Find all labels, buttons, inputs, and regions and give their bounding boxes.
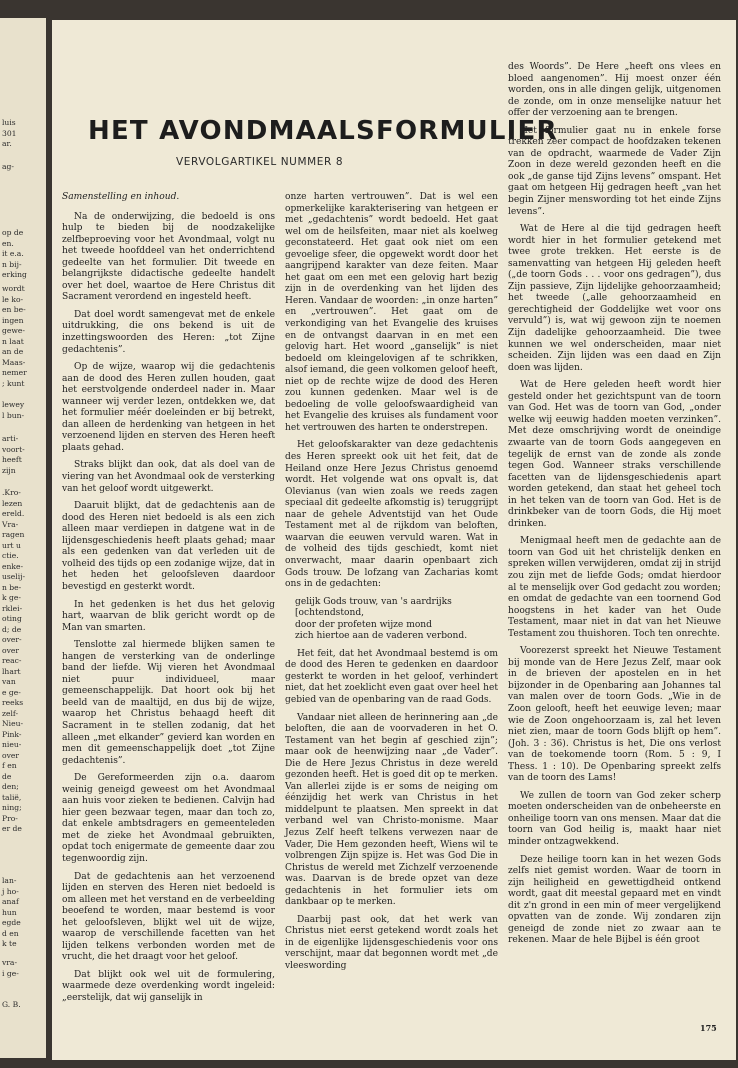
prev-page-fragment: den; <box>2 782 19 791</box>
prev-page-fragment: ag- <box>2 162 14 171</box>
prev-page-fragment: urt u <box>2 540 21 550</box>
prev-page-fragment: over <box>2 750 19 760</box>
prev-page-fragment: oting <box>2 614 22 623</box>
paragraph: Vandaar niet alleen de herinnering aan „de beloften, die aan de voorvaderen in het O. Testament van het begin af geschied zijn”; maar ook de heenwijzing naar „de Vader”. Die de Here Jezus Christus in deze wereld gezonden heeft. Het is goed dit op te merken. Van allerlei zijde is er soms de neiging om éénzijdig het werk van Christus in het middelpunt te plaatsen. Men spreekt in dat verband wel van Christo-monisme. Maar Jezus Zelf heeft telkens verwezen naar de Vader, Die Hem gezonden heeft, Wiens wil te volbrengen Zijn spijze is. Het was God Die in Christus de wereld met Zichzelf verzoenende was. Daarvan is de brede opzet van deze gedachtenis in het formulier iets om dankbaar op te merken. <box>285 712 498 908</box>
prev-page-fragment: zelf- <box>2 708 19 718</box>
prev-page-fragment: n laat <box>2 336 24 346</box>
prev-page-fragment: Pink- <box>2 729 22 739</box>
paragraph: Daarbij past ook, dat het werk van Christus niet eerst getekend wordt zoals het in de eigenlijke lijdensgeschiedenis voor ons verschijnt, maar dat begonnen wordt met „de vleeswording <box>285 914 498 971</box>
prev-page-fragment: ingen <box>2 315 24 325</box>
prev-page-fragment: uselij- <box>2 572 26 581</box>
paragraph: Daaruit blijkt, dat de gedachtenis aan de dood des Heren niet bedoeld is als een zich alleen maar verdiepen in datgene wat in de lijdensgeschiedenis heeft plaats gehad; maar als een gedenken van dat verleden uit de volheid des tijds op een zodanige wijze, dat in het heden het geloofsleven daardoor bevestigd en gesterkt wordt. <box>62 501 275 592</box>
paragraph: Dat de gedachtenis aan het verzoenend lijden en sterven des Heren niet bedoeld is om alleen met het verstand en de verbeelding beoefend te worden, maar bestemd is voor het geloofsleven, blijkt wel uit de wijze, waarop de verschillende facetten van het lijden telkens verbonden worden met de vrucht, die het draagt voor het geloof. <box>62 871 275 963</box>
prev-page-fragment: egde <box>2 918 21 927</box>
prev-page-fragment: hun <box>2 907 17 917</box>
section-heading: Samenstelling en inhoud. <box>62 192 180 202</box>
paragraph: Na de onderwijzing, die bedoeld is ons hulp te bieden bij de noodzakelijke zelfbeproeving voor het Avondmaal, volgt nu het tweede hoofddeel van het onderrichtend gedeelte van het formulier. Dit tweede en belangrijkste didactische gedeelte handelt over het doel, waartoe de Here Christus dit Sacrament verordend en ingesteld heeft. <box>62 211 275 303</box>
prev-page-fragment: Vra- <box>2 519 19 529</box>
column-right <box>508 62 721 953</box>
page-title: HET AVONDMAALSFORMULIER <box>88 116 558 146</box>
page-subtitle: VERVOLGARTIKEL NUMMER 8 <box>176 156 344 168</box>
prev-page-fragment: heeft <box>2 455 22 464</box>
verse-quote <box>295 597 498 643</box>
paragraph: De Gereformeerden zijn o.a. daarom weinig geneigd geweest om het Avondmaal aan huis voor zieken te bedienen. Calvijn had hier geen bezwaar tegen, maar dan toch zo, dat enkele ambtsdragers en gemeenteleden met de zieke het Avondmaal gebruikten, opdat toch enigermate de gemeente daar zou tegenwoordig zijn. <box>62 773 275 864</box>
prev-page-fragment: over- <box>2 635 22 644</box>
verse-line: zich hiertoe aan de vaderen verbond. <box>295 631 468 642</box>
prev-page-fragment: nieu- <box>2 740 22 749</box>
prev-page-fragment: talië, <box>2 792 22 802</box>
prev-page-fragment: lewey <box>2 400 25 409</box>
prev-page-fragment: en. <box>2 238 14 248</box>
paragraph: onze harten vertrouwen”. Dat is wel een opmerkelijke karakterisering van hetgeen er met „gedachtenis” wordt bedoeld. Het gaat wel om de heilsfeiten, maar niet als koelweg geconstateerd. Het gaat ook niet om een gevoelige sfeer, die opgewekt wordt door het aangrijpend karakter van deze feiten. Maar het gaat om een met een gelovig hart bezig zijn in de overdenking van het lijden des Heren. Vandaar de woorden: „in onze harten” en „vertrouwen”. Het gaat om de verkondiging van het Evangelie des kruises en de ontvangst daarvan in en met een gelovig hart. Het woord „ganselijk” is niet bedoeld om kleingelovigen af te schrikken, alsof iemand, die geen volkomen geloof heeft, niet op de rechte wijze de dood des Heren zou kunnen gedenken. Maar wel is de bedoeling de volle geloofswaardigheid van het Evangelie des kruises als fundament voor het vertrouwen des harten te onderstrepen. <box>285 192 498 433</box>
prev-page-fragment: d; de <box>2 624 22 634</box>
prev-page-fragment: reac- <box>2 656 22 665</box>
paragraph: Menigmaal heeft men de gedachte aan de toorn van God uit het christelijk denken en spreken willen verwijderen, omdat zij in strijd zou zijn met de liefde Gods; omdat hierdoor al te menselijk over God gedacht zou worden; en omdat de gedachte van een toornend God hoogstens in het kader van het Oude Testament, maar niet in dat van het Nieuwe Testament zou thuishoren. Toch ten onrechte. <box>508 536 721 639</box>
prev-page-fragment: rklei- <box>2 603 23 613</box>
prev-page-fragment: n be- <box>2 582 22 592</box>
prev-page-fragment: luis <box>2 118 16 127</box>
prev-page-fragment: Pro- <box>2 813 18 823</box>
prev-page-fragment: Maas- <box>2 357 26 367</box>
prev-page-fragment: l bun- <box>2 410 25 420</box>
prev-page-fragment: an de <box>2 347 24 356</box>
paragraph: Het formulier gaat nu in enkele forse trekken zeer compact de hoofdzaken tekenen van de opdracht, waarmede de Vader Zijn Zoon in deze wereld gezonden heeft en die ook „de ganse tijd Zijns levens” omspant. Het gaat om hetgeen Hij gedragen heeft „van het begin Zijner menswording tot het einde Zijns levens”. <box>508 125 721 217</box>
paragraph: Wat de Here al die tijd gedragen heeft wordt hier in het formulier getekend met twee grote trekken. Het eerste is de samenvatting van hetgeen Hij geleden heeft („de toorn Gods . . . voor ons gedragen”), dus Zijn passieve, Zijn lijdelijke gehoorzaamheid; het tweede („alle gehoorzaamheid en gerechtigheid der Goddelijke wet voor ons vervuld”) is, wat wij gewoon zijn te noemen Zijn dadelijke gehoorzaamheid. Die twee kunnen we wel onderscheiden, maar niet scheiden. Zijn lijden was een daad en Zijn doen was lijden. <box>508 224 721 373</box>
prev-page-fragment: lhart <box>2 666 21 676</box>
prev-page-fragment: erking <box>2 270 27 279</box>
prev-page-fragment: le ko- <box>2 294 24 304</box>
paragraph: Voorezerst spreekt het Nieuwe Testament bij monde van de Here Jezus Zelf, maar ook in de brieven der apostelen en in het bijzonder in de Openbaring aan Johannes tal van malen over de toorn Gods. „Wie in de Zoon gelooft, heeft het eeuwige leven; maar wie de Zoon ongehoorzaam is, zal het leven niet zien, maar de toorn Gods blijft op hem”. (Joh. 3 : 36). Christus is het, Die ons verlost van de toekomende toorn (Rom. 5 : 9, I Thess. 1 : 10). De Openbaring spreekt zelfs van de toorn des Lams! <box>508 646 721 784</box>
prev-page-fragment: en be- <box>2 305 26 314</box>
prev-page-fragment: anaf <box>2 897 19 906</box>
prev-page-fragment: ragen <box>2 530 25 539</box>
prev-page-fragment: lan- <box>2 876 17 885</box>
column-middle <box>285 192 498 979</box>
prev-page-fragment: ctie. <box>2 551 19 560</box>
paragraph: Het geloofskarakter van deze gedachtenis des Heren spreekt ook uit het feit, dat de Heiland onze Here Jezus Christus genoemd wordt. Het volgende wat ons opvalt is, dat Olevianus (van wien zoals we reeds zagen speciaal dit gedeelte afkomstig is) teruggrijpt naar de gehele Adventstijd van het Oude Testament met al de rijkdom van beloften, waarvan die eeuwen vervuld waren. Wat in de volheid des tijds geschiedt, komt niet onverwacht, maar daarin openbaart zich Gods trouw. De lofzang van Zacharias komt ons in de gedachten: <box>285 440 498 590</box>
prev-page-fragment: ar. <box>2 139 12 148</box>
prev-page-fragment: k te <box>2 939 17 948</box>
prev-page-fragment: ning; <box>2 803 22 812</box>
prev-page-fragment: i ge- <box>2 968 19 978</box>
prev-page-fragment: n bij- <box>2 259 22 269</box>
prev-page-fragment: er de <box>2 824 22 833</box>
paragraph: Deze heilige toorn kan in het wezen Gods zelfs niet gemist worden. Waar de toorn in zijn heiligheid en gewettigdheid ontkend wordt, gaat dit meestal gepaard met en vindt dit z'n grond in een min of meer vergelijkend opvatten van de zonde. Wij zondaren zijn geneigd de zonde niet zo zwaar aan te rekenen. Maar de hele Bijbel is één groot <box>508 854 721 946</box>
paragraph: In het gedenken is het dus het gelovig hart, waarvan de blik gericht wordt op de Man van smarten. <box>62 599 275 633</box>
prev-page-fragment: vra- <box>2 958 18 967</box>
prev-page-fragment: wordt <box>2 284 25 293</box>
prev-page-fragment: e ge- <box>2 687 21 697</box>
article-page <box>52 20 736 1060</box>
prev-page-fragment: enke- <box>2 561 24 571</box>
column-left <box>62 192 275 1011</box>
verse-line: gelijk Gods trouw, van 's aardrijks [ochtendstond, <box>295 596 452 619</box>
paragraph: des Woords”. De Here „heeft ons vlees en bloed aangenomen”. Hij moest onzer één worden, ons in alle dingen gelijk, uitgenomen de zonde, om in onze menselijke natuur het offer der verzoening aan te brengen. <box>508 62 721 119</box>
prev-page-fragment: f en <box>2 761 17 770</box>
prev-page-fragment: G. B. <box>2 1000 21 1009</box>
prev-page-fragment: voort- <box>2 444 25 454</box>
prev-page-fragment: Nieu- <box>2 719 24 728</box>
prev-page-fragment: .Kro- <box>2 488 21 497</box>
paragraph: Op de wijze, waarop wij die gedachtenis aan de dood des Heren zullen houden, gaat het eerstvolgende onderdeel nader in. Maar wanneer wij verder lezen, ontdekken we, dat het formulier méér doeleinden er bij betrekt, dan alleen de herdenking van hetgeen in het verzoenend lijden en sterven des Heren heeft plaats gehad. <box>62 362 275 453</box>
prev-page-fragment: nemer <box>2 368 27 377</box>
prev-page-fragment: de <box>2 771 12 781</box>
paragraph: Het feit, dat het Avondmaal bestemd is om de dood des Heren te gedenken en daardoor gesterkt te worden in het geloof, verhindert niet, dat het zoeklicht even gaat over heel het gebied van de openbaring van de raad Gods. <box>285 648 498 705</box>
prev-page-fragment: over <box>2 645 19 655</box>
prev-page-fragment: zijn <box>2 465 16 475</box>
prev-page-fragment: ereld. <box>2 509 25 518</box>
prev-page-fragment: arti- <box>2 434 19 443</box>
prev-page-fragment: van <box>2 677 16 686</box>
prev-page-fragment: it e.a. <box>2 249 24 258</box>
page-number: 175 <box>700 1023 717 1033</box>
paragraph: Dat blijkt ook wel uit de formulering, waarmede deze overdenking wordt ingeleid: „eerstelijk, dat wij ganselijk in <box>62 969 275 1003</box>
paragraph: Dat doel wordt samengevat met de enkele uitdrukking, die ons bekend is uit de inzettingswoorden des Heren: „tot Zijne gedachtenis”. <box>62 309 275 355</box>
prev-page-fragment: ; kunt <box>2 378 25 388</box>
prev-page-fragment: op de <box>2 228 24 237</box>
previous-page-edge <box>0 18 46 1058</box>
paragraph: Straks blijkt dan ook, dat als doel van de viering van het Avondmaal ook de versterking van het geloof wordt uitgewerkt. <box>62 460 275 494</box>
paragraph: We zullen de toorn van God zeker scherp moeten onderscheiden van de onbeheerste en onheilige toorn van ons mensen. Maar dat die toorn van God heilig is, maakt haar niet minder ontzagwekkend. <box>508 790 721 847</box>
prev-page-fragment: j ho- <box>2 886 19 896</box>
paragraph: Tenslotte zal hiermede blijken samen te hangen de versterking van de onderlinge band der liefde. Wij vieren het Avondmaal niet puur individueel, maar gemeenschappelijk. Dat hoort ook bij het beeld van de maaltijd, en dus bij de wijze, waarop het Christus behaagd heeft dit Sacrament in te stellen zodanig, dat het alleen „met elkander” gevierd kan worden en men dit gemeenschappelijk doet „tot Zijne gedachtenis”. <box>62 640 275 766</box>
prev-page-fragment: d en <box>2 928 19 938</box>
paragraph: Wat de Here geleden heeft wordt hier gesteld onder het gezichtspunt van de toorn van God. Het was de toorn van God, „onder welke wij eeuwig hadden moeten verzinken”. Met deze omschrijving wordt de oneindige zwaarte van de toorn Gods aangegeven en tegelijk de ernst van de zonde als zonde tegen God. Wanneer straks verschillende facetten van de lijdensgeschiedenis apart worden getekend, dan staat het geheel toch in het teken van de toorn van God. Het is de drinkbeker van de toorn Gods, die Hij moet drinken. <box>508 380 721 529</box>
prev-page-fragment: 301 <box>2 128 17 138</box>
prev-page-fragment: lezen <box>2 498 23 508</box>
verse-line: door der profeten wijze mond <box>295 619 432 630</box>
prev-page-fragment: k ge- <box>2 593 21 602</box>
prev-page-fragment: gewe- <box>2 326 25 335</box>
prev-page-fragment: reeks <box>2 698 24 707</box>
